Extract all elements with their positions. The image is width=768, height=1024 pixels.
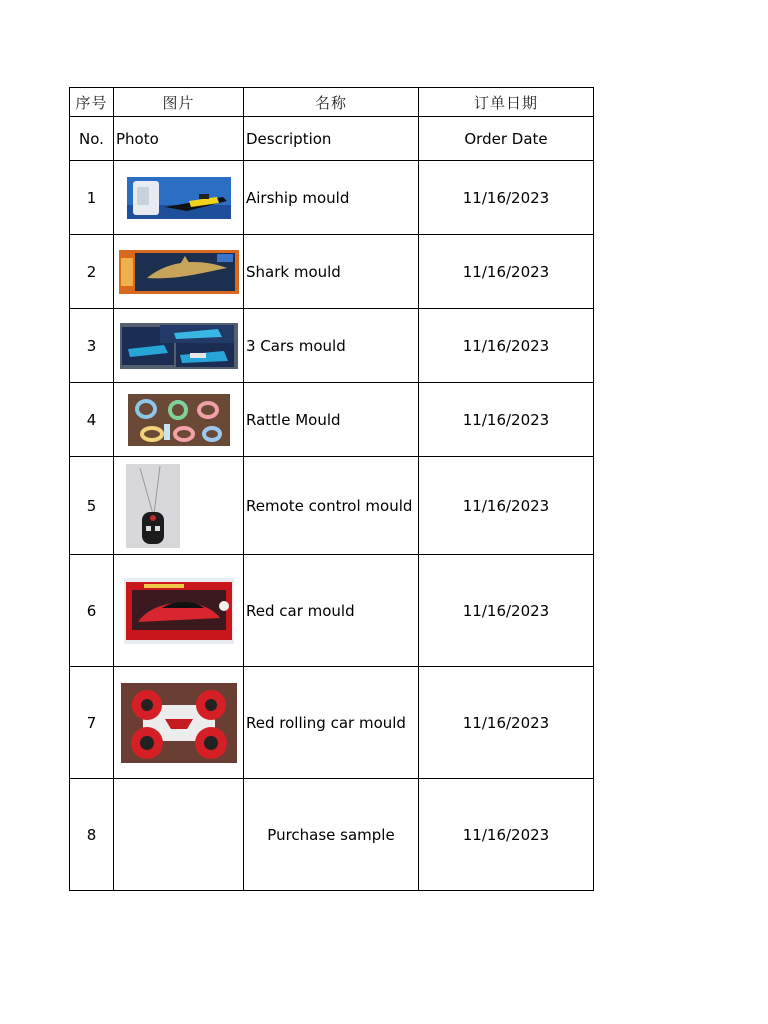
description: 3 Cars mould [244,309,419,383]
table-row [70,779,594,891]
header-no: No. [70,117,114,161]
photo-cell [114,383,244,457]
description: Red rolling car mould [244,667,419,779]
remote-photo [126,464,180,548]
cars-photo [120,323,238,369]
table-row [70,667,594,779]
order-date: 11/16/2023 [419,309,594,383]
row-number: 5 [70,457,114,555]
table-row [70,383,594,457]
photo-cell [114,779,244,891]
description: Remote control mould [244,457,419,555]
order-table [69,87,594,891]
photo-cell [114,457,244,555]
row-number: 2 [70,235,114,309]
header-description-cn: 名称 [244,88,419,117]
header-no-cn: 序号 [70,88,114,117]
header-photo-cn: 图片 [114,88,244,117]
description: Rattle Mould [244,383,419,457]
photo-cell [114,161,244,235]
photo-cell [114,555,244,667]
header-date-cn: 订单日期 [419,88,594,117]
rolling-car-photo [121,683,237,763]
row-number: 8 [70,779,114,891]
table-row [70,555,594,667]
photo-cell [114,667,244,779]
row-number: 6 [70,555,114,667]
header-row-cn [70,88,594,117]
order-date: 11/16/2023 [419,235,594,309]
rattles-photo [128,394,230,446]
description: Shark mould [244,235,419,309]
table-row [70,161,594,235]
header-order-date: Order Date [419,117,594,161]
photo-cell [114,309,244,383]
table-row [70,309,594,383]
header-description: Description [244,117,419,161]
order-date: 11/16/2023 [419,457,594,555]
description: Red car mould [244,555,419,667]
table-row [70,457,594,555]
description: Purchase sample [244,779,419,891]
photo-cell [114,235,244,309]
boat-photo [127,177,231,219]
red-car-box-photo [124,578,234,644]
order-date: 11/16/2023 [419,383,594,457]
header-photo: Photo [114,117,244,161]
shark-box-photo [119,250,239,294]
header-row-en [70,117,594,161]
row-number: 3 [70,309,114,383]
table-row [70,235,594,309]
row-number: 7 [70,667,114,779]
order-date: 11/16/2023 [419,161,594,235]
row-number: 4 [70,383,114,457]
row-number: 1 [70,161,114,235]
order-date: 11/16/2023 [419,667,594,779]
order-date: 11/16/2023 [419,555,594,667]
description: Airship mould [244,161,419,235]
order-date: 11/16/2023 [419,779,594,891]
